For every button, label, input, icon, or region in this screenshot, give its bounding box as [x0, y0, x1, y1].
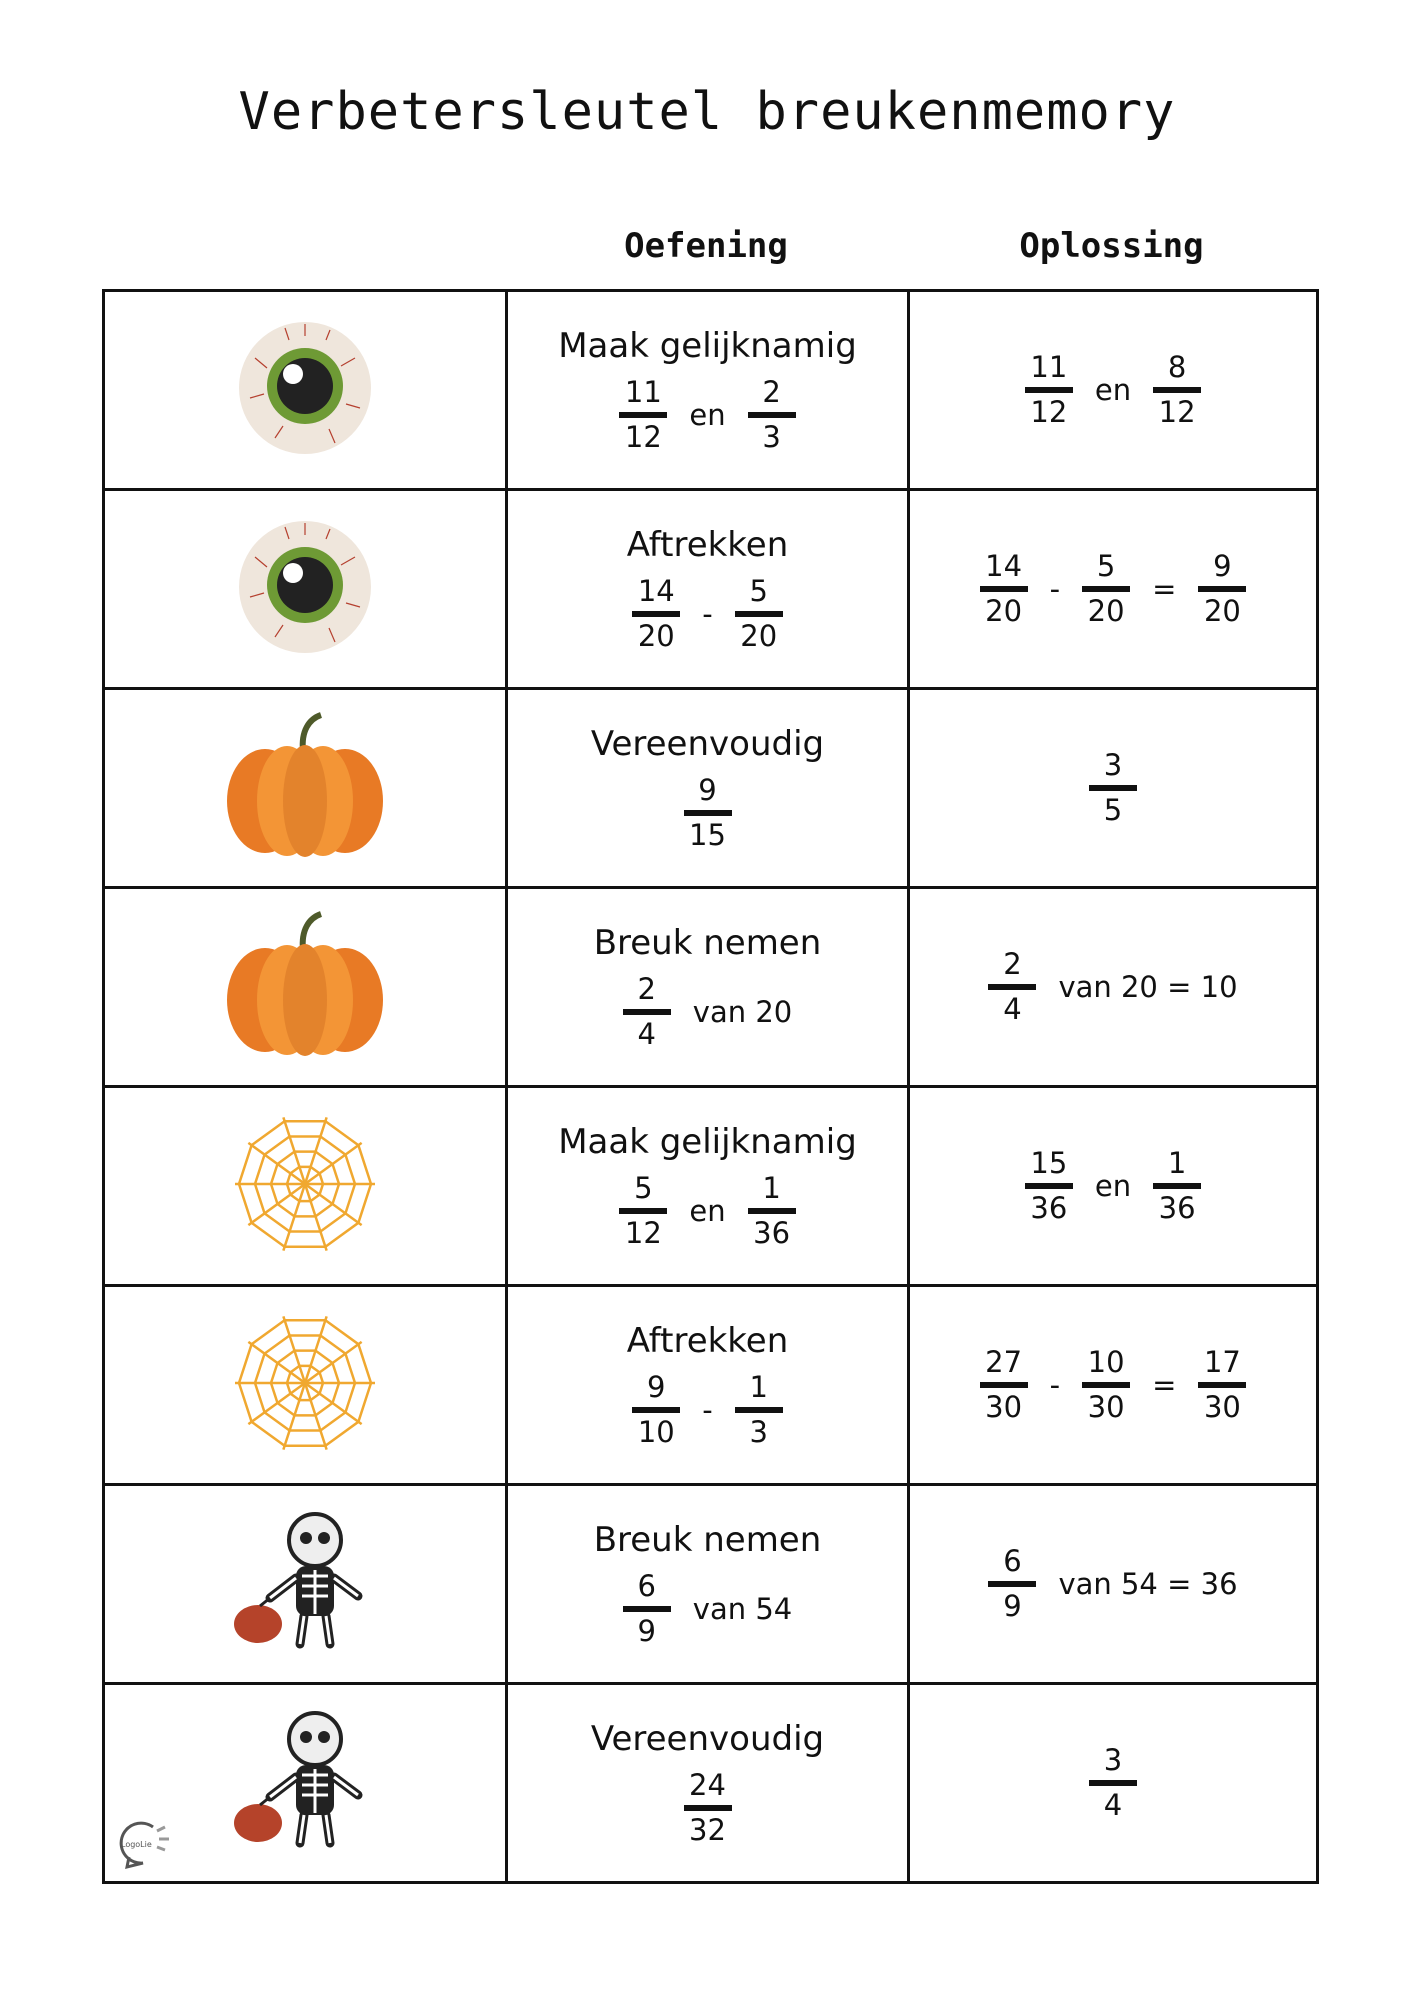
denominator: 4 [1003, 992, 1022, 1026]
fraction [632, 1371, 680, 1450]
exercise-title: Maak gelijknamig [558, 1121, 857, 1162]
exercise-cell [507, 291, 909, 490]
column-header-exercise: Oefening [624, 226, 788, 266]
fraction-bar [1082, 586, 1130, 592]
solution-expression [1025, 1147, 1201, 1226]
fraction-bar [1089, 1780, 1137, 1786]
fraction [1153, 1147, 1201, 1226]
solution-expression [1089, 1744, 1137, 1823]
column-header-solution: Oplossing [1019, 226, 1204, 266]
fraction-bar [748, 412, 796, 418]
numerator: 9 [698, 772, 717, 807]
numerator: 8 [1167, 349, 1187, 384]
illustration-cell [104, 490, 507, 689]
fraction [748, 376, 796, 455]
solution-cell [909, 1684, 1318, 1883]
numerator: 17 [1203, 1344, 1241, 1379]
fraction-bar [980, 1382, 1028, 1388]
exercise-title: Vereenvoudig [590, 1718, 825, 1759]
exercise-expression [632, 575, 782, 654]
logolie-logo [113, 1815, 173, 1875]
numerator: 24 [689, 1767, 726, 1802]
numerator: 1 [1167, 1145, 1187, 1180]
fraction [619, 1172, 667, 1251]
solution-expression [1025, 351, 1201, 430]
fraction-bar [632, 1407, 680, 1413]
illustration-cell [104, 1087, 507, 1286]
denominator: 12 [624, 420, 662, 454]
fraction [988, 948, 1036, 1027]
solution-expression [980, 550, 1247, 629]
fraction-bar [1198, 586, 1246, 592]
denominator: 10 [637, 1415, 675, 1449]
fraction [1198, 1346, 1246, 1425]
fraction [1082, 550, 1130, 629]
denominator: 36 [753, 1216, 791, 1250]
exercise-title: Maak gelijknamig [558, 325, 857, 366]
fraction [684, 774, 732, 853]
exercise-expression [684, 1769, 732, 1848]
fraction-bar [632, 611, 680, 617]
illustration-cell [104, 1485, 507, 1684]
table-row [104, 490, 1318, 689]
fraction [748, 1172, 796, 1251]
numerator: 9 [647, 1369, 666, 1404]
fraction-bar [988, 1581, 1036, 1587]
exercise-title: Breuk nemen [593, 922, 822, 963]
numerator: 27 [985, 1344, 1023, 1379]
exercise-cell [507, 1286, 909, 1485]
table-row [104, 888, 1318, 1087]
fraction-bar [980, 586, 1028, 592]
fraction-bar [735, 611, 783, 617]
denominator: 20 [1087, 594, 1125, 628]
exercise-cell [507, 1485, 909, 1684]
solution-cell [909, 1087, 1318, 1286]
numerator: 6 [637, 1568, 656, 1603]
text-part: van 54 [692, 1592, 793, 1626]
numerator: 5 [749, 573, 768, 608]
text-part: van 20 [692, 995, 793, 1029]
exercise-expression [619, 1172, 795, 1251]
solution-cell [909, 291, 1318, 490]
illustration-cell [104, 1286, 507, 1485]
fraction [988, 1545, 1036, 1624]
denominator: 12 [1158, 395, 1196, 429]
table-row [104, 1286, 1318, 1485]
text-part: - [1049, 1368, 1061, 1402]
table-row [104, 1684, 1318, 1883]
solution-cell [909, 888, 1318, 1087]
exercise-expression [623, 973, 792, 1052]
exercise-cell [507, 490, 909, 689]
exercise-title: Vereenvoudig [590, 723, 825, 764]
svg-text:LogoLie: LogoLie [121, 1840, 152, 1849]
solution-cell [909, 1286, 1318, 1485]
fraction [980, 1346, 1028, 1425]
exercise-expression [623, 1570, 792, 1649]
denominator: 36 [1158, 1191, 1196, 1225]
text-part: en [689, 1194, 726, 1228]
denominator: 15 [689, 818, 726, 852]
fraction [735, 1371, 783, 1450]
fraction [632, 575, 680, 654]
fraction [619, 376, 667, 455]
denominator: 12 [624, 1216, 662, 1250]
solution-expression [988, 948, 1237, 1027]
fraction-bar [1025, 387, 1073, 393]
table-row [104, 1087, 1318, 1286]
solution-cell [909, 1485, 1318, 1684]
numerator: 3 [1103, 1742, 1123, 1777]
spiderweb-icon [230, 1244, 380, 1263]
exercise-expression [684, 774, 732, 853]
fraction-bar [619, 1208, 667, 1214]
exercise-cell [507, 888, 909, 1087]
fraction [1198, 550, 1246, 629]
text-part: van 20 = 10 [1058, 970, 1238, 1004]
text-part: - [702, 1393, 713, 1427]
fraction [1089, 749, 1137, 828]
exercise-cell [507, 1087, 909, 1286]
fraction-bar [623, 1606, 671, 1612]
denominator: 4 [637, 1017, 656, 1051]
numerator: 2 [637, 971, 656, 1006]
illustration-cell [104, 888, 507, 1087]
fraction [1153, 351, 1201, 430]
spiderweb-icon [230, 1443, 380, 1462]
fraction [1082, 1346, 1130, 1425]
fraction-bar [988, 984, 1036, 990]
denominator: 5 [1103, 793, 1123, 827]
denominator: 4 [1103, 1788, 1123, 1822]
fraction [623, 973, 671, 1052]
exercise-expression [619, 376, 795, 455]
numerator: 2 [1003, 946, 1022, 981]
numerator: 1 [762, 1170, 781, 1205]
numerator: 5 [634, 1170, 653, 1205]
pumpkin-icon [225, 1045, 385, 1064]
fraction-bar [735, 1407, 783, 1413]
table-row [104, 689, 1318, 888]
numerator: 14 [637, 573, 675, 608]
solution-cell [909, 689, 1318, 888]
skeleton-icon [230, 1836, 380, 1855]
fraction [1025, 351, 1073, 430]
fraction-bar [1089, 785, 1137, 791]
fraction-bar [748, 1208, 796, 1214]
denominator: 9 [1003, 1589, 1022, 1623]
eyeball-icon [235, 443, 375, 462]
exercise-cell [507, 689, 909, 888]
text-part: = [1152, 1368, 1177, 1402]
denominator: 20 [637, 619, 675, 653]
solution-expression [980, 1346, 1247, 1425]
page-title: Verbetersleutel breukenmemory [238, 82, 1176, 142]
eyeball-icon [235, 642, 375, 661]
denominator: 30 [1203, 1390, 1241, 1424]
fraction [735, 575, 783, 654]
fraction-bar [684, 810, 732, 816]
denominator: 20 [740, 619, 778, 653]
fraction-bar [623, 1009, 671, 1015]
answer-table [102, 289, 1319, 1884]
fraction-bar [1198, 1382, 1246, 1388]
numerator: 9 [1213, 548, 1232, 583]
denominator: 30 [1087, 1390, 1125, 1424]
numerator: 5 [1096, 548, 1116, 583]
fraction-bar [1153, 1183, 1201, 1189]
denominator: 20 [1203, 594, 1241, 628]
solution-cell [909, 490, 1318, 689]
exercise-title: Aftrekken [626, 1320, 789, 1361]
text-part: van 54 = 36 [1058, 1567, 1238, 1601]
fraction-bar [1153, 387, 1201, 393]
text-part: = [1152, 572, 1177, 606]
denominator: 20 [985, 594, 1023, 628]
illustration-cell [104, 689, 507, 888]
denominator: 12 [1030, 395, 1068, 429]
fraction [684, 1769, 732, 1848]
numerator: 10 [1087, 1344, 1125, 1379]
numerator: 15 [1030, 1145, 1068, 1180]
solution-expression [988, 1545, 1237, 1624]
exercise-cell [507, 1684, 909, 1883]
denominator: 32 [689, 1813, 726, 1847]
table-row [104, 291, 1318, 490]
numerator: 6 [1003, 1543, 1022, 1578]
denominator: 36 [1030, 1191, 1068, 1225]
exercise-title: Aftrekken [626, 524, 789, 565]
denominator: 30 [985, 1390, 1023, 1424]
fraction-bar [619, 412, 667, 418]
numerator: 11 [1030, 349, 1068, 384]
numerator: 14 [985, 548, 1023, 583]
fraction [980, 550, 1028, 629]
denominator: 9 [637, 1614, 656, 1648]
fraction [623, 1570, 671, 1649]
fraction-bar [684, 1805, 732, 1811]
numerator: 1 [749, 1369, 768, 1404]
fraction [1025, 1147, 1073, 1226]
text-part: en [689, 398, 726, 432]
numerator: 2 [762, 374, 781, 409]
denominator: 3 [749, 1415, 768, 1449]
illustration-cell [104, 291, 507, 490]
fraction [1089, 1744, 1137, 1823]
numerator: 3 [1103, 747, 1123, 782]
pumpkin-icon [225, 846, 385, 865]
illustration-cell [104, 1684, 507, 1883]
text-part: - [702, 597, 713, 631]
fraction-bar [1082, 1382, 1130, 1388]
skeleton-icon [230, 1637, 380, 1656]
table-row [104, 1485, 1318, 1684]
text-part: en [1094, 1169, 1132, 1203]
numerator: 11 [624, 374, 662, 409]
text-part: en [1094, 373, 1132, 407]
denominator: 3 [762, 420, 781, 454]
exercise-title: Breuk nemen [593, 1519, 822, 1560]
solution-expression [1089, 749, 1137, 828]
text-part: - [1049, 572, 1061, 606]
exercise-expression [632, 1371, 782, 1450]
fraction-bar [1025, 1183, 1073, 1189]
